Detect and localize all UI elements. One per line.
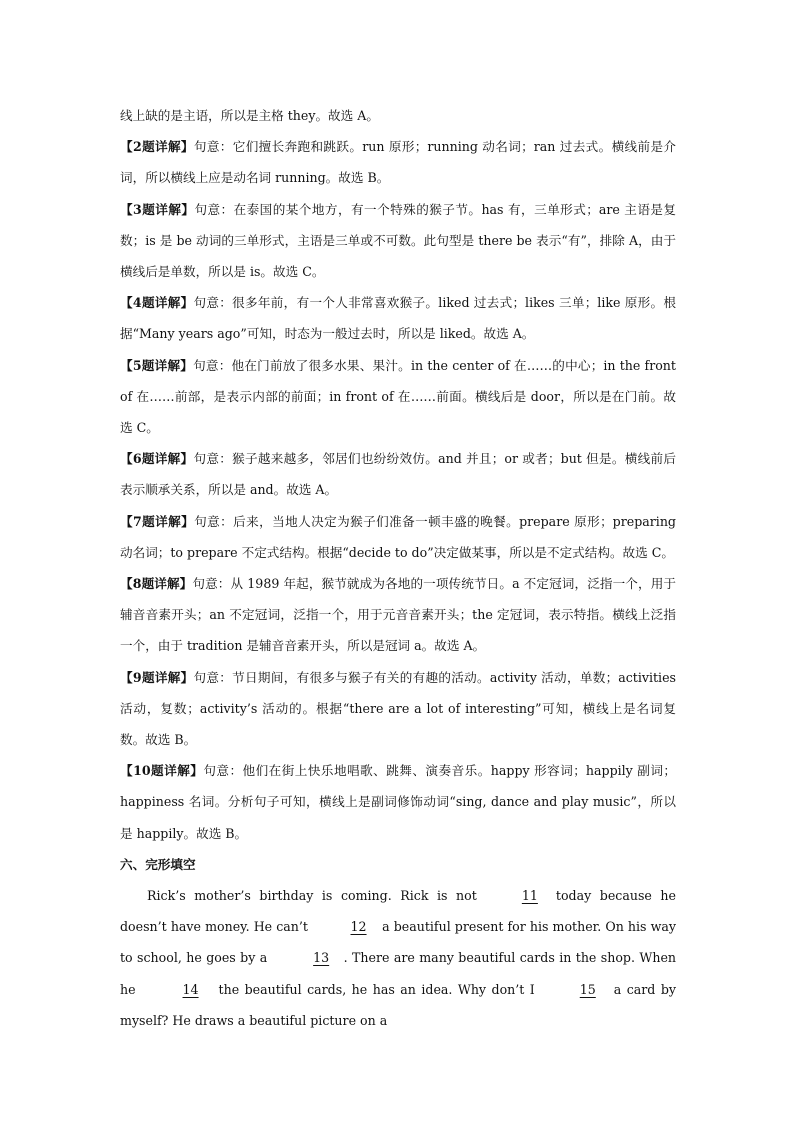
explanation-text: 句意：从 1989 年起，猴节就成为各地的一项传统节日。a 不定冠词，泛指一个，用于辅音音素开头；an 不定冠词，泛指一个，用于元音音素开头；the 定冠词，表示特指。横线上泛指一个，由于 tradition 是辅音音素开头，所以是冠词 a。故选 A。 (120, 576, 676, 654)
cloze-blank-12: 12 (350, 919, 367, 935)
explanation-heading: 【8题详解】 (120, 576, 193, 592)
cloze-text: a card by myself? He draws a beautiful picture on a (120, 981, 677, 1028)
cloze-text: Rick’s mother’s birthday is coming. Rick is not (147, 888, 486, 904)
explanation-text: 句意：很多年前，有一个人非常喜欢猴子。liked 过去式；likes 三单；like 原形。根据“Many years ago”可知，时态为一般过去时，所以是 liked。故选 A。 (120, 295, 676, 342)
explanation-text: 句意：他们在街上快乐地唱歌、跳舞、演奏音乐。happy 形容词；happily 副词；happiness 名词。分析句子可知，横线上是副词修饰动词“sing, dance and play music”，所以是 happily。故选 B。 (120, 763, 676, 841)
cloze-passage (120, 880, 676, 1036)
answer-explanation-3 (120, 194, 676, 288)
page-content (120, 100, 676, 1036)
cloze-text: today because he doesn’t have money. He can’t (120, 888, 676, 935)
explanation-text: 句意：后来，当地人决定为猴子们准备一顿丰盛的晚餐。prepare 原形；preparing 动名词；to prepare 不定式结构。根据“decide to do”决定做某事，所以是不定式结构。故选 C。 (120, 513, 676, 560)
answer-explanation-7 (120, 506, 676, 568)
explanation-heading: 【7题详解】 (120, 513, 195, 529)
section-title: 六、完形填空 (120, 856, 196, 872)
explanation-text: 句意：它们擅长奔跑和跳跃。run 原形；running 动名词；ran 过去式。横线前是介词，所以横线上应是动名词 running。故选 B。 (120, 139, 676, 186)
explanation-text: 句意：他在门前放了很多水果、果汁。in the center of 在……的中心；in the front of 在……前部，是表示内部的前面；in front of 在……前面。横线后是 door，所以是在门前。故选 C。 (120, 357, 676, 436)
explanation-heading: 【5题详解】 (120, 357, 194, 373)
cloze-text: the beautiful cards, he has an idea. Why don’t I (213, 981, 541, 997)
paragraph-text: 线上缺的是主语，所以是主格 they。故选 A。 (120, 108, 379, 123)
explanation-heading: 【3题详解】 (120, 201, 195, 217)
cloze-blank-11: 11 (521, 888, 538, 904)
cloze-blank-15: 15 (579, 981, 596, 997)
answer-explanation-4 (120, 287, 676, 349)
answer-explanation-2 (120, 131, 676, 193)
answer-explanation-8 (120, 568, 676, 662)
paragraph-1-continuation (120, 100, 676, 131)
answer-explanation-9 (120, 662, 676, 756)
explanation-heading: 【2题详解】 (120, 139, 194, 155)
explanation-heading: 【6题详解】 (120, 451, 194, 467)
answer-explanation-6 (120, 443, 676, 505)
explanation-heading: 【10题详解】 (120, 763, 204, 779)
cloze-blank-13: 13 (313, 950, 330, 966)
explanation-heading: 【4题详解】 (120, 295, 194, 311)
explanation-text: 句意：节日期间，有很多与猴子有关的有趣的活动。activity 活动，单数；activities 活动，复数；activity’s 活动的。根据“there are a lot of interesting”可知，横线上是名词复数。故选 B。 (120, 669, 676, 748)
cloze-text: . There are many beautiful cards in the shop. When he (120, 950, 677, 997)
explanation-heading: 【9题详解】 (120, 669, 194, 685)
cloze-blank-14: 14 (182, 981, 199, 997)
answer-explanation-5 (120, 350, 676, 444)
cloze-text: a beautiful present for his mother. On his way to school, he goes by a (120, 919, 676, 966)
answer-explanation-10 (120, 755, 676, 849)
explanation-text: 句意：猴子越来越多，邻居们也纷纷效仿。and 并且；or 或者；but 但是。横线前后表示顺承关系，所以是 and。故选 A。 (120, 451, 677, 498)
explanation-text: 句意：在泰国的某个地方，有一个特殊的猴子节。has 有，三单形式；are 主语是复数；is 是 be 动词的三单形式，主语是三单或不可数。此句型是 there be 表示“有”，排除 A，由于横线后是单数，所以是 is。故选 C。 (120, 201, 677, 280)
